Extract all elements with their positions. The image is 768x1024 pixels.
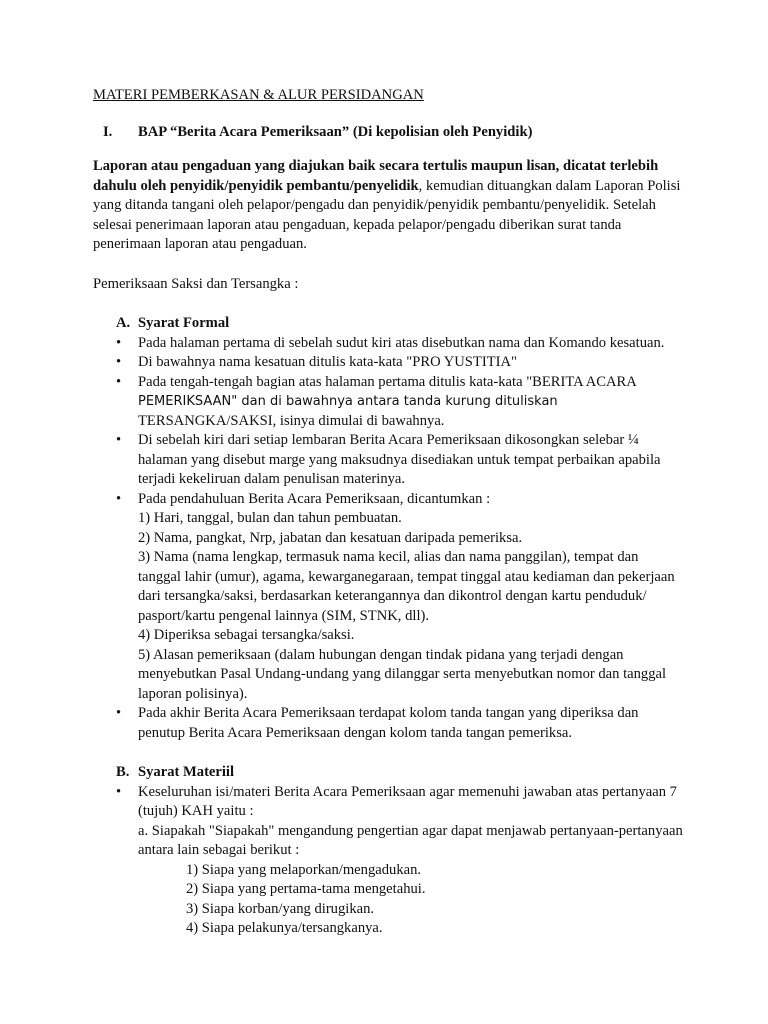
pemeriksaan-heading: Pemeriksaan Saksi dan Tersangka :: [93, 275, 299, 292]
list-item-text: Keseluruhan isi/materi Berita Acara Pemeriksaan agar memenuhi jawaban atas pertanyaan 7 (tujuh) KAH yaitu :: [138, 783, 677, 819]
section-title: BAP “Berita Acara Pemeriksaan” (Di kepolisian oleh Penyidik): [138, 123, 533, 140]
section-heading: [93, 123, 683, 143]
materiil-title: Syarat Materiil: [138, 764, 235, 780]
intro-bold-text: Laporan atau pengaduan yang diajukan baik secara tertulis maupun lisan, dicatat terlebih dahulu oleh penyidik/penyidik pembantu/penyelidik: [93, 158, 659, 194]
document-body: [93, 86, 683, 939]
formal-list: [93, 334, 683, 744]
question-item: 4) Siapa pelakunya/tersangkanya.: [186, 920, 383, 936]
section-number: I.: [103, 123, 113, 140]
sub-item-text: 4) Diperiksa sebagai tersangka/saksi.: [138, 627, 355, 643]
bullet-icon: •: [116, 705, 122, 721]
list-item: [93, 431, 683, 490]
list-item-text: Di sebelah kiri dari setiap lembaran Berita Acara Pemeriksaan dikosongkan selebar ¼ halaman yang disebut marge yang maksudnya disediakan untuk tempat perbaikan apabila terjadi kekeliruan dalam penulisan materinya.: [138, 432, 661, 487]
list-item: [93, 783, 683, 939]
list-item-text: Pada halaman pertama di sebelah sudut kiri atas disebutkan nama dan Komando kesatuan.: [138, 334, 665, 351]
bullet-icon: •: [116, 354, 122, 370]
sub-item-text: a. Siapakah "Siapakah" mengandung pengertian agar dapat menjawab pertanyaan-pertanyaan antara lain sebagai berikut :: [138, 822, 683, 858]
list-item-text: TERSANGKA/SAKSI, isinya dimulai di bawahnya.: [138, 412, 445, 429]
bullet-icon: •: [116, 334, 122, 351]
list-item-text: Pada tengah-tengah bagian atas halaman pertama ditulis kata-kata "BERITA ACARA: [138, 373, 637, 390]
sub-item-text: 1) Hari, tanggal, bulan dan tahun pembuatan.: [138, 510, 402, 526]
sub-item-text: 3) Nama (nama lengkap, termasuk nama kecil, alias dan nama panggilan), tempat dan tanggal lahir (umur), agama, kewarganegaraan, tempat tinggal atau kediaman dan pekerjaan dari tersangka/saksi, berdasarkan keterangannya dan dikontrol dengan kartu penduduk/ pasport/kartu pengenal lainnya (SIM, STNK, dll).: [138, 549, 675, 624]
bullet-icon: •: [116, 373, 122, 390]
question-item: 3) Siapa korban/yang dirugikan.: [186, 900, 375, 917]
materiil-heading: [116, 763, 683, 783]
intro-paragraph: [93, 157, 683, 255]
list-item: [93, 490, 683, 705]
list-item: [93, 704, 683, 743]
intro-rest-text: , kemudian dituangkan dalam Laporan Polisi yang ditanda tangani oleh pelapor/pengadu dan penyidik/penyidik pembantu/penyelidik. Setelah selesai penerimaan laporan atau pengaduan, kepada pelapor/pengadu diberikan surat tanda penerimaan laporan atau pengaduan.: [93, 177, 681, 252]
question-item: 2) Siapa yang pertama-tama mengetahui.: [186, 881, 426, 897]
question-item: 1) Siapa yang melaporkan/mengadukan.: [186, 861, 422, 878]
list-item-text: PEMERIKSAAN" dan di bawahnya antara tanda kurung dituliskan: [138, 394, 558, 409]
list-item: [93, 373, 683, 432]
sub-item-text: 5) Alasan pemeriksaan (dalam hubungan dengan tindak pidana yang terjadi dengan menyebutkan Pasal Undang-undang yang dilanggar serta menyebutkan nomor dan tanggal laporan polisinya).: [138, 646, 667, 702]
bullet-icon: •: [116, 432, 122, 448]
formal-letter: A.: [116, 315, 131, 331]
bullet-icon: •: [116, 783, 122, 800]
list-item: [93, 353, 683, 373]
sub-item-text: 2) Nama, pangkat, Nrp, jabatan dan kesatuan daripada pemeriksa.: [138, 529, 523, 546]
bullet-icon: •: [116, 490, 122, 507]
list-item-text: Pada akhir Berita Acara Pemeriksaan terdapat kolom tanda tangan yang diperiksa dan penutup Berita Acara Pemeriksaan dengan kolom tanda tangan pemeriksa.: [138, 705, 639, 741]
document-title: MATERI PEMBERKASAN & ALUR PERSIDANGAN: [93, 87, 424, 103]
formal-title: Syarat Formal: [138, 315, 230, 331]
list-item: [93, 334, 683, 354]
materiil-letter: B.: [116, 764, 130, 780]
list-item-text: Pada pendahuluan Berita Acara Pemeriksaan, dicantumkan :: [138, 490, 491, 507]
list-item-text: Di bawahnya nama kesatuan ditulis kata-kata "PRO YUSTITIA": [138, 354, 517, 370]
materiil-list: [93, 783, 683, 939]
formal-heading: [116, 314, 683, 334]
